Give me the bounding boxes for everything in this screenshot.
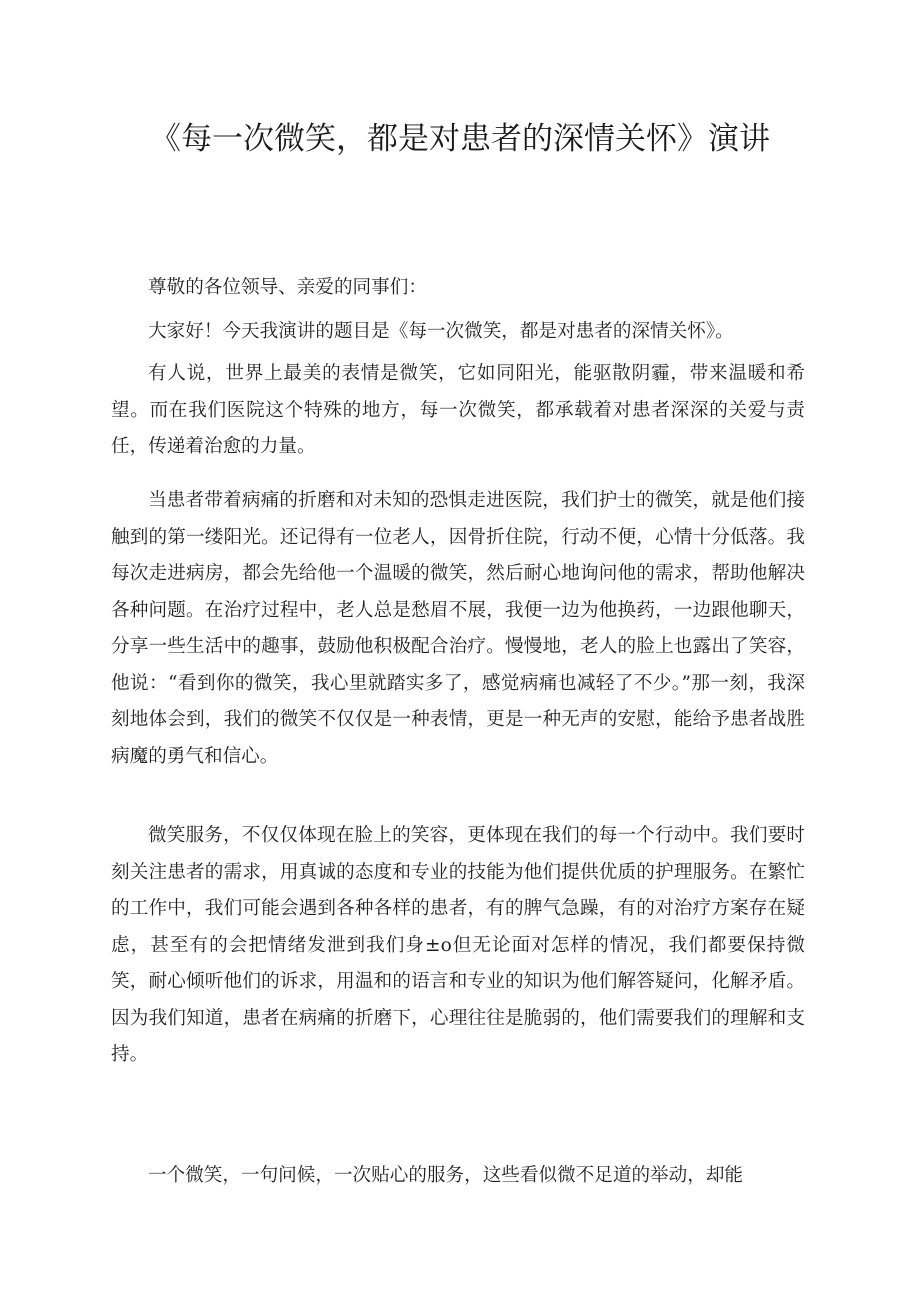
- paragraph-block: [111, 483, 805, 775]
- smile-service-paragraph: 微笑服务，不仅仅体现在脸上的笑容，更体现在我们的每一个行动中。我们要时刻关注患者的需求，用真诚的态度和专业的技能为他们提供优质的护理服务。在繁忙的工作中，我们可能会遇到各种各样的患者，有的脾气急躁，有的对治疗方案存在疑虑，甚至有的会把情绪发泄到我们身±o但无论面对怎样的情况，我们都要保持微笑，耐心倾听他们的诉求，用温和的语言和专业的知识为他们解答疑问，化解矛盾。因为我们知道，患者在病痛的折磨下，心理往往是脆弱的，他们需要我们的理解和支持。: [111, 825, 805, 1065]
- paragraph-block: [111, 314, 805, 351]
- opening-paragraph: 大家好！今天我演讲的题目是《每一次微笑，都是对患者的深情关怀》。: [148, 321, 734, 342]
- paragraph-block: [111, 1158, 805, 1195]
- paragraph-block: [111, 818, 805, 1074]
- patient-story-paragraph: 当患者带着病痛的折磨和对未知的恐惧走进医院，我们护士的微笑，就是他们接触到的第一缕阳光。还记得有一位老人，因骨折住院，行动不便，心情十分低落。我每次走进病房，都会先给他一个温暖的微笑，然后耐心地询问他的需求，帮助他解决各种问题。在治疗过程中，老人总是愁眉不展，我便一边为他换药，一边跟他聊天，分享一些生活中的趣事，鼓励他积极配合治疗。慢慢地，老人的脸上也露出了笑容，他说：“看到你的微笑，我心里就踏实多了，感觉病痛也减轻了不少。”那一刻，我深刻地体会到，我们的微笑不仅仅是一种表情，更是一种无声的安慰，能给予患者战胜病魔的勇气和信心。: [111, 490, 805, 767]
- closing-paragraph-fragment: 一个微笑，一句问候，一次贴心的服务，这些看似微不足道的举动，却能: [148, 1165, 744, 1186]
- smile-paragraph: 有人说，世界上最美的表情是微笑，它如同阳光，能驱散阴霾，带来温暖和希望。而在我们医院这个特殊的地方，每一次微笑，都承载着对患者深深的关爱与责任，传递着治愈的力量。: [111, 363, 805, 457]
- paragraph-block: [111, 356, 805, 466]
- paragraph-block: [111, 270, 805, 307]
- document-title: 《每一次微笑，都是对患者的深情关怀》演讲: [150, 121, 770, 157]
- greeting-paragraph: 尊敬的各位领导、亲爱的同事们：: [148, 277, 427, 298]
